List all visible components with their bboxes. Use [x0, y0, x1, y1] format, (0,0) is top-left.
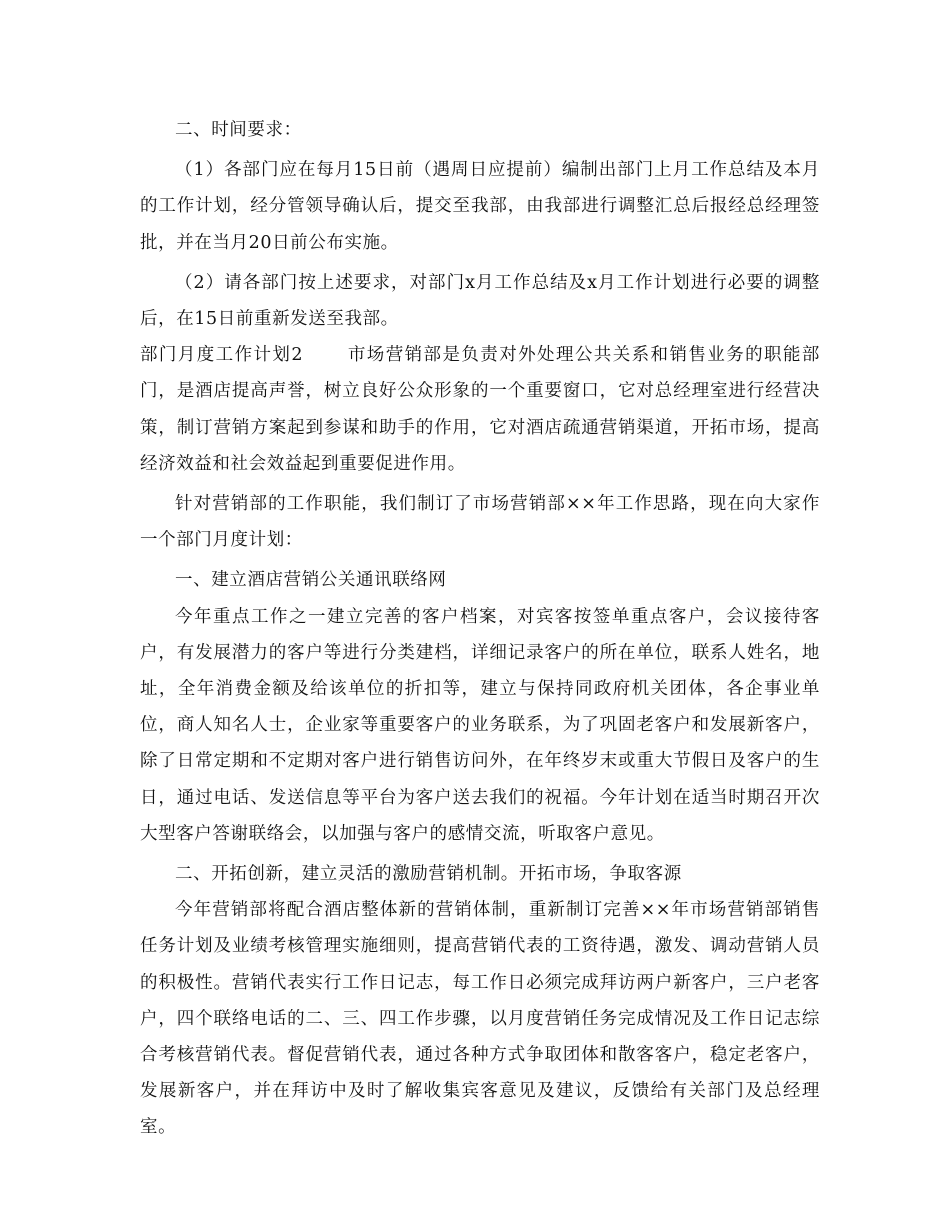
time-requirements-heading: 二、时间要求：: [175, 120, 302, 140]
plan-2-text: 市场营销部是负责对外处理公共关系和销售业务的职能部门，是酒店提高声誉，树立良好公众形象的一个重要窗口，它对总经理室进行经营决策，制订营销方案起到参谋和助手的作用，它对酒店疏通营销渠道，开拓市场，提高经济效益和社会效益起到重要促进作用。: [140, 345, 820, 474]
document-body: [140, 112, 820, 1150]
intro-paragraph: 针对营销部的工作职能，我们制订了市场营销部××年工作思路，现在向大家作一个部门月度计划：: [140, 494, 820, 551]
requirement-item-2: （2）请各部门按上述要求，对部门x月工作总结及x月工作计划进行必要的调整后，在15日前重新发送至我部。: [140, 272, 820, 330]
plan-2-paragraph: [140, 337, 820, 482]
section-1-heading: 一、建立酒店营销公关通讯联络网: [175, 570, 447, 591]
section-2-heading: 二、开拓创新，建立灵活的激励营销机制。开拓市场，争取客源: [175, 864, 682, 885]
section-1-body: 今年重点工作之一建立完善的客户档案，对宾客按签单重点客户，会议接待客户，有发展潜力的客户等进行分类建档，详细记录客户的所在单位，联系人姓名，地址，全年消费金额及给该单位的折扣等，建立与保持同政府机关团体，各企事业单位，商人知名人士，企业家等重要客户的业务联系，为了巩固老客户和发展新客户，除了日常定期和不定期对客户进行销售访问外，在年终岁末或重大节假日及客户的生日，通过电话、发送信息等平台为客户送去我们的祝福。今年计划在适当时期召开次大型客户答谢联络会，以加强与客户的感情交流，听取客户意见。: [140, 606, 820, 844]
plan-2-title: 部门月度工作计划2: [140, 345, 304, 366]
section-2-body: 今年营销部将配合酒店整体新的营销体制，重新制订完善××年市场营销部销售任务计划及业绩考核管理实施细则，提高营销代表的工资待遇，激发、调动营销人员的积极性。营销代表实行工作日记志，每工作日必须完成拜访两户新客户，三户老客户，四个联络电话的二、三、四工作步骤，以月度营销任务完成情况及工作日记志综合考核营销代表。督促营销代表，通过各种方式争取团体和散客客户，稳定老客户，发展新客户，并在拜访中及时了解收集宾客意见及建议，反馈给有关部门及总经理室。: [140, 900, 820, 1138]
requirement-item-1: （1）各部门应在每月15日前（遇周日应提前）编制出部门上月工作总结及本月的工作计划，经分管领导确认后，提交至我部，由我部进行调整汇总后报经总经理签批，并在当月20日前公布实施。: [140, 160, 820, 253]
